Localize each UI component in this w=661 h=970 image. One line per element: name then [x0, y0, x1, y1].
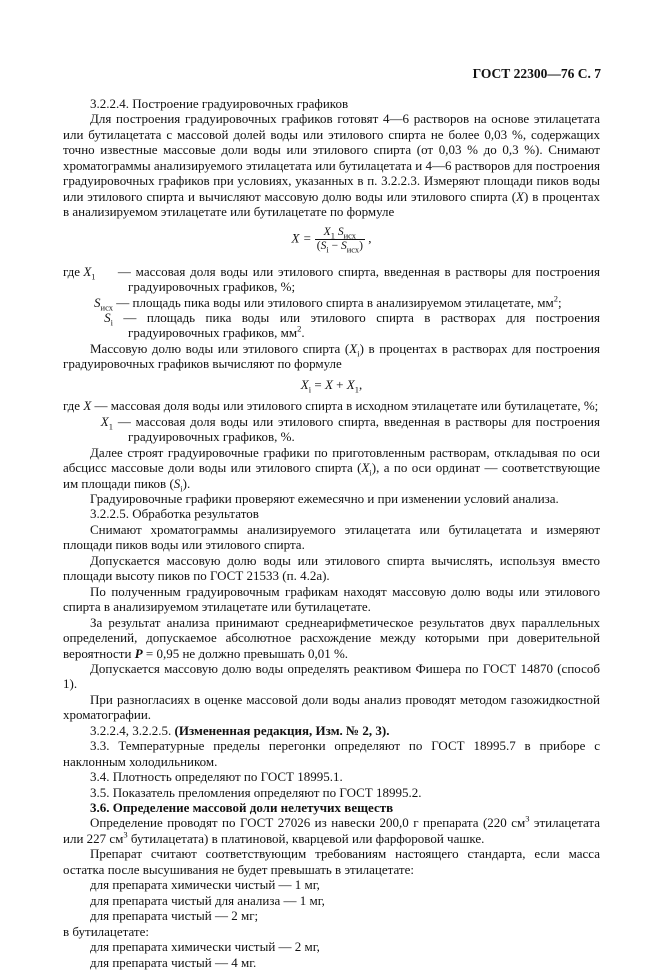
- paragraph: [63, 111, 600, 219]
- text: 3.2.2.4, 3.2.2.5.: [90, 722, 175, 738]
- subscript: i: [369, 467, 372, 478]
- symbol: S: [104, 309, 111, 325]
- text: ), а по оси ординат — соответствующие им площади пиков (: [63, 460, 600, 491]
- symbol: X: [100, 413, 109, 429]
- superscript: 2: [553, 293, 558, 304]
- subscript: i: [180, 483, 183, 494]
- document-body: [63, 96, 600, 970]
- def-text: — массовая доля воды или этилового спирта, введенная в растворы для построения градуировочных графиков, %.: [113, 413, 600, 445]
- subscript: 1: [354, 384, 359, 395]
- symbol: X: [83, 398, 92, 414]
- title-text: 3.6. Определение массовой доли нелетучих веществ: [90, 800, 394, 816]
- page-header: ГОСТ 22300—76 С. 7: [472, 66, 601, 81]
- butyl-acetate-label: в бутилацетате:: [63, 923, 149, 939]
- superscript: 3: [525, 814, 530, 825]
- amendment-text: (Измененная редакция, Изм. № 2, 3).: [174, 722, 390, 738]
- list-item: для препарата чистый — 4 мг.: [90, 954, 257, 970]
- subscript: i: [326, 243, 329, 254]
- paragraph: По полученным градуировочным графикам находят массовую долю воды или этилового спирта в анализируемом этилацетате или бутилацетате.: [63, 583, 600, 615]
- def-text: — площадь пика воды или этилового спирта в растворах для построения градуировочных графиков, мм: [113, 309, 600, 341]
- def-label: [63, 309, 113, 328]
- superscript: 2: [297, 324, 302, 335]
- list-item: для препарата чистый для анализа — 1 мг,: [90, 892, 325, 908]
- symbol: X: [349, 340, 358, 356]
- paragraph: Допускается массовую долю воды определять реактивом Фишера по ГОСТ 14870 (способ 1).: [63, 660, 600, 692]
- list-item: для препарата химически чистый — 2 мг,: [90, 939, 320, 955]
- paragraph: При разногласиях в оценке массовой доли воды анализ проводят методом газожидкостной хроматографии.: [63, 691, 600, 723]
- symbol: S: [337, 225, 344, 238]
- paragraph: [63, 444, 600, 494]
- paragraph: Снимают хроматограммы анализируемого этилацетата или бутилацетата и измеряют площади пиков воды или этилового спирта.: [63, 521, 600, 553]
- text: где: [63, 398, 84, 414]
- section-title-3-6: [63, 800, 600, 815]
- symbol: X: [361, 460, 370, 476]
- section-title-3-2-2-5: 3.2.2.5. Обработка результатов: [90, 506, 259, 522]
- denominator: [315, 240, 365, 253]
- section-3-5: 3.5. Показатель преломления определяют по ГОСТ 18995.2.: [90, 784, 422, 800]
- text: где: [63, 263, 84, 279]
- list-item: для препарата чистый — 2 мг;: [90, 908, 259, 924]
- text: Далее строят градуировочные графики по приготовленным растворам, откладывая по оси абсцисс массовые доли воды или этилового спирта (: [63, 444, 600, 476]
- text: ) в процентах в растворах для построения градуировочных графиков вычисляют по формуле: [63, 340, 600, 372]
- text: Массовую долю воды или этилового спирта (: [90, 340, 350, 356]
- punct: ;: [557, 294, 562, 310]
- section-3-3: 3.3. Температурные пределы перегонки определяют по ГОСТ 18995.7 в приборе с наклонным холодильником.: [63, 738, 600, 769]
- formula-lhs: X =: [291, 230, 312, 246]
- def-text: — массовая доля воды или этилового спирта в исходном этилацетате или бутилацетате, %;: [91, 398, 599, 414]
- paragraph: Градуировочные графики проверяют ежемесячно и при изменении условий анализа.: [90, 490, 559, 506]
- amendment-note: [63, 723, 600, 738]
- symbol: S: [340, 239, 347, 252]
- text: Определение проводят по ГОСТ 27026 из навески 200,0 г препарата (220 см: [90, 815, 526, 831]
- definition: [63, 414, 600, 445]
- formula-xi: [63, 376, 600, 395]
- subscript: i: [308, 384, 312, 395]
- def-text: — площадь пика воды или этилового спирта в анализируемом этилацетате, мм: [113, 294, 554, 310]
- subscript: 1: [91, 271, 96, 282]
- symbol: S: [320, 239, 327, 252]
- text: этилацетата или 227 см: [63, 815, 600, 846]
- punct: ,: [365, 230, 372, 246]
- operator: =: [311, 376, 325, 392]
- subscript: i: [110, 317, 113, 328]
- definition: [63, 310, 600, 341]
- def-label: [63, 263, 113, 282]
- subscript: i: [357, 348, 360, 359]
- def-text: — массовая доля воды или этилового спирта, введенная в растворы для построения градуировочных графиков, %;: [113, 263, 600, 295]
- paren: (: [316, 239, 321, 252]
- paragraph: [63, 615, 600, 661]
- definition: [63, 398, 600, 413]
- symbol: S: [173, 475, 181, 491]
- operator: +: [332, 376, 347, 392]
- symbol: S: [94, 294, 101, 310]
- operator: −: [328, 239, 341, 252]
- subscript: исх: [343, 229, 357, 240]
- section-3-4: 3.4. Плотность определяют по ГОСТ 18995.1.: [90, 769, 343, 785]
- symbol: X: [516, 188, 524, 204]
- subscript: исх: [346, 243, 360, 254]
- def-label: [63, 294, 113, 313]
- paragraph: Допускается массовую долю воды или этилового спирта вычислять, используя вместо площади высоту пиков по ГОСТ 21533 (п. 4.2а).: [63, 552, 600, 584]
- section-title-3-2-2-4: 3.2.2.4. Построение градуировочных графиков: [90, 96, 349, 111]
- symbol: X: [346, 376, 355, 392]
- ethyl-acetate-limits: [63, 877, 600, 923]
- paragraph: Препарат считают соответствующим требованиям настоящего стандарта, если масса остатка после высушивания не будет превышать в этилацетате:: [63, 846, 600, 877]
- text: Для построения градуировочных графиков готовят 4—6 растворов на основе этилацетата или бутилацетата с массовой долей воды или этилового спирта не более 0,03 %, содержащих точно известные массовые доли воды или этилового спирта (от 0,03 % до 0,3 %). Снимают хроматограммы анализируемого этилацетата или бутилацетата и 4—6 растворов для построения градуировочных графиков при условиях, указанных в п. 3.2.2.3. Измеряют площади пиков воды или этилового спирта и вычисляют массовую долю воды или этилового спирта (: [63, 111, 600, 204]
- text: ) в процентах в анализируемом этилацетате или бутилацетате по формуле: [63, 188, 600, 220]
- paren: ): [359, 239, 363, 252]
- definition: [63, 293, 600, 313]
- butyl-acetate-limits: [63, 939, 600, 970]
- superscript: 3: [123, 829, 128, 840]
- def-label: [63, 398, 91, 413]
- punct: ,: [358, 376, 363, 392]
- text: За результат анализа принимают среднеарифметическое результатов двух параллельных определений, допускаемое абсолютное расхождение между которыми при доверительной вероятности: [63, 614, 600, 661]
- definition: [63, 264, 600, 295]
- numerator: [315, 226, 365, 240]
- text: бутилацетата) в платиновой, кварцевой или фарфоровой чашке.: [127, 830, 485, 846]
- subscript: 1: [330, 229, 335, 240]
- subscript: исх: [100, 302, 113, 313]
- list-item: для препарата химически чистый — 1 мг,: [90, 877, 320, 893]
- symbol: X: [323, 225, 331, 238]
- fraction: [315, 226, 365, 253]
- text: ).: [182, 475, 191, 491]
- paragraph: [63, 341, 600, 372]
- paragraph: [63, 815, 600, 846]
- symbol: X: [83, 263, 92, 279]
- formula-x: [63, 226, 600, 256]
- subscript: 1: [108, 421, 113, 432]
- symbol: X: [300, 376, 309, 392]
- punct: .: [301, 325, 305, 341]
- symbol: X: [324, 376, 333, 392]
- def-label: [63, 413, 113, 432]
- text: = 0,95 не должно превышать 0,01 %.: [142, 645, 349, 661]
- symbol: P: [134, 645, 143, 661]
